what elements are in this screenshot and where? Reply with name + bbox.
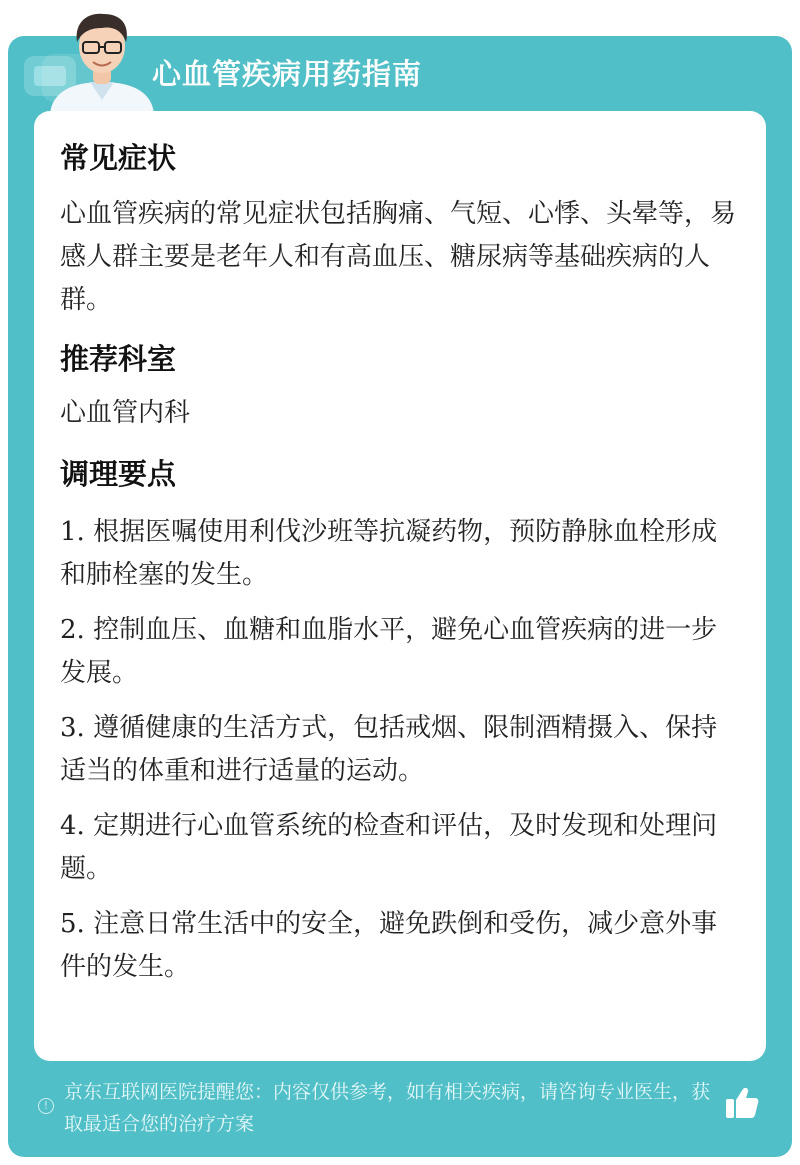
care-tip-text: 控制血压、血糖和血脂水平，避免心血管疾病的进一步发展。	[60, 615, 718, 688]
card-content	[60, 133, 740, 989]
symptoms-text: 心血管疾病的常见症状包括胸痛、气短、心悸、头晕等，易感人群主要是老年人和有高血压、糖尿病等基础疾病的人群。	[60, 199, 737, 315]
care-tip-text: 定期进行心血管系统的检查和评估，及时发现和处理问题。	[60, 811, 718, 884]
care-tip-number: 1.	[60, 517, 85, 547]
care-tip-2	[60, 609, 740, 695]
care-tip-1	[60, 511, 740, 597]
page-title: 心血管疾病用药指南	[152, 57, 423, 91]
department-title: 推荐科室	[60, 342, 177, 376]
department-text: 心血管内科	[60, 398, 191, 428]
thumbs-up-icon[interactable]	[724, 1086, 760, 1120]
care-tip-number: 2.	[60, 615, 85, 645]
content-card	[34, 111, 766, 1061]
care-tip-4	[60, 805, 740, 891]
doctor-avatar	[46, 6, 158, 114]
care-tip-3	[60, 707, 740, 793]
care-tip-5	[60, 903, 740, 989]
care-tip-text: 遵循健康的生活方式，包括戒烟、限制酒精摄入、保持适当的体重和进行适量的运动。	[60, 713, 718, 786]
symptoms-title: 常见症状	[60, 141, 177, 175]
care-tip-text: 根据医嘱使用利伐沙班等抗凝药物，预防静脉血栓形成和肺栓塞的发生。	[60, 517, 718, 590]
care-title: 调理要点	[60, 457, 177, 491]
info-icon: !	[38, 1098, 54, 1114]
care-tip-number: 5.	[60, 909, 85, 939]
care-tip-text: 注意日常生活中的安全，避免跌倒和受伤，减少意外事件的发生。	[60, 909, 718, 982]
care-tip-number: 4.	[60, 811, 85, 841]
care-tip-number: 3.	[60, 713, 85, 743]
disclaimer-text: 京东互联网医院提醒您：内容仅供参考，如有相关疾病，请咨询专业医生，获取最适合您的治疗方案	[64, 1081, 711, 1135]
